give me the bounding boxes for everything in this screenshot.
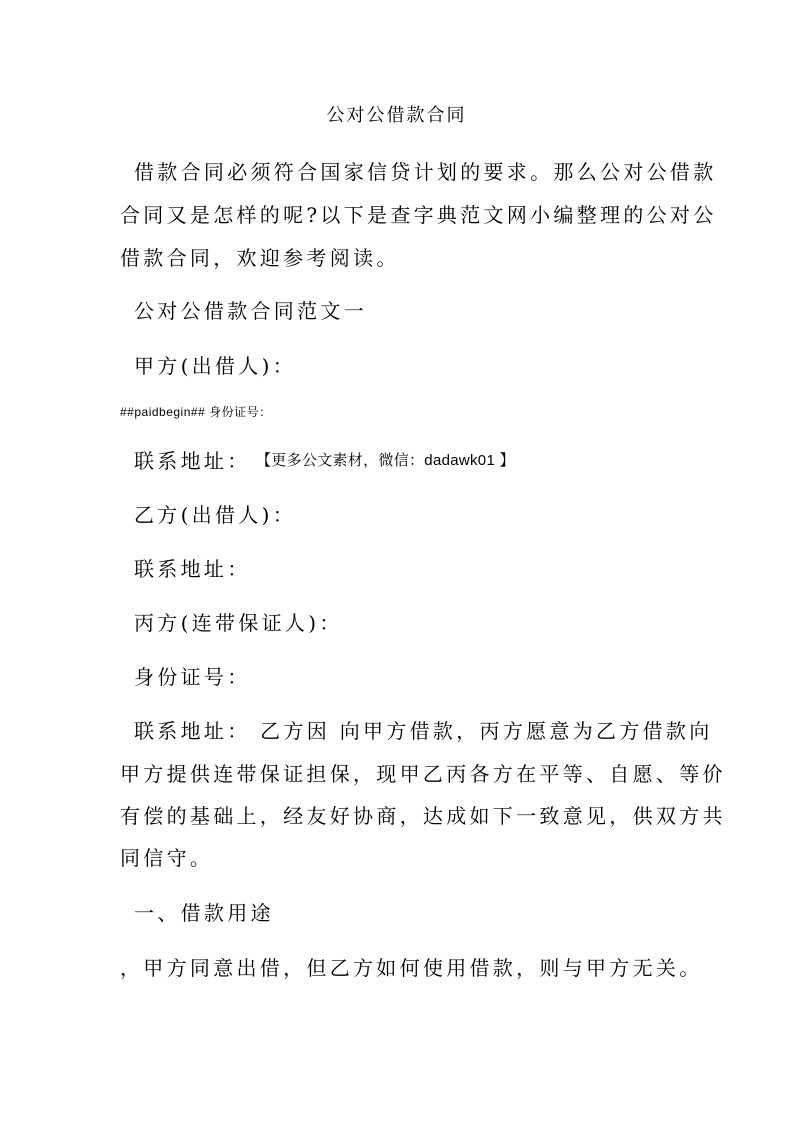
intro-line: 借款合同必须符合国家信贷计划的要求。那么公对公借款 (134, 160, 717, 184)
document-title: 公对公借款合同 (326, 105, 467, 126)
party-b-label: 乙方(出借人)： (134, 503, 297, 527)
agreement-line: 同信守。 (120, 846, 214, 870)
id-number-c: 身份证号： (134, 665, 251, 689)
agreement-line: 有偿的基础上，经友好协商，达成如下一致意见，供双方共 (120, 804, 726, 828)
intro-line: 借款合同，欢迎参考阅读。 (120, 246, 400, 270)
clause-1-text: ，甲方同意出借，但乙方如何使用借款，则与甲方无关。 (120, 956, 703, 980)
agreement-line: 甲方提供连带保证担保，现甲乙丙各方在平等、自愿、等价 (120, 762, 726, 786)
promo-note: 【更多公文素材，微信：dadawk01 】 (256, 452, 515, 469)
contact-address-a: 联系地址： (134, 449, 251, 473)
party-a-label: 甲方(出借人)： (134, 354, 297, 378)
clause-1-title: 一、借款用途 (134, 901, 274, 925)
agreement-line: 联系地址： 乙方因 向甲方借款，丙方愿意为乙方借款向 (134, 719, 713, 743)
intro-line: 合同又是怎样的呢?以下是查字典范文网小编整理的公对公 (120, 203, 717, 227)
party-c-label: 丙方(连带保证人)： (134, 611, 343, 635)
contact-address-b: 联系地址： (134, 557, 251, 581)
paid-marker-text: ##paidbegin## 身份证号： (120, 405, 272, 419)
section-title: 公对公借款合同范文一 (134, 299, 367, 323)
